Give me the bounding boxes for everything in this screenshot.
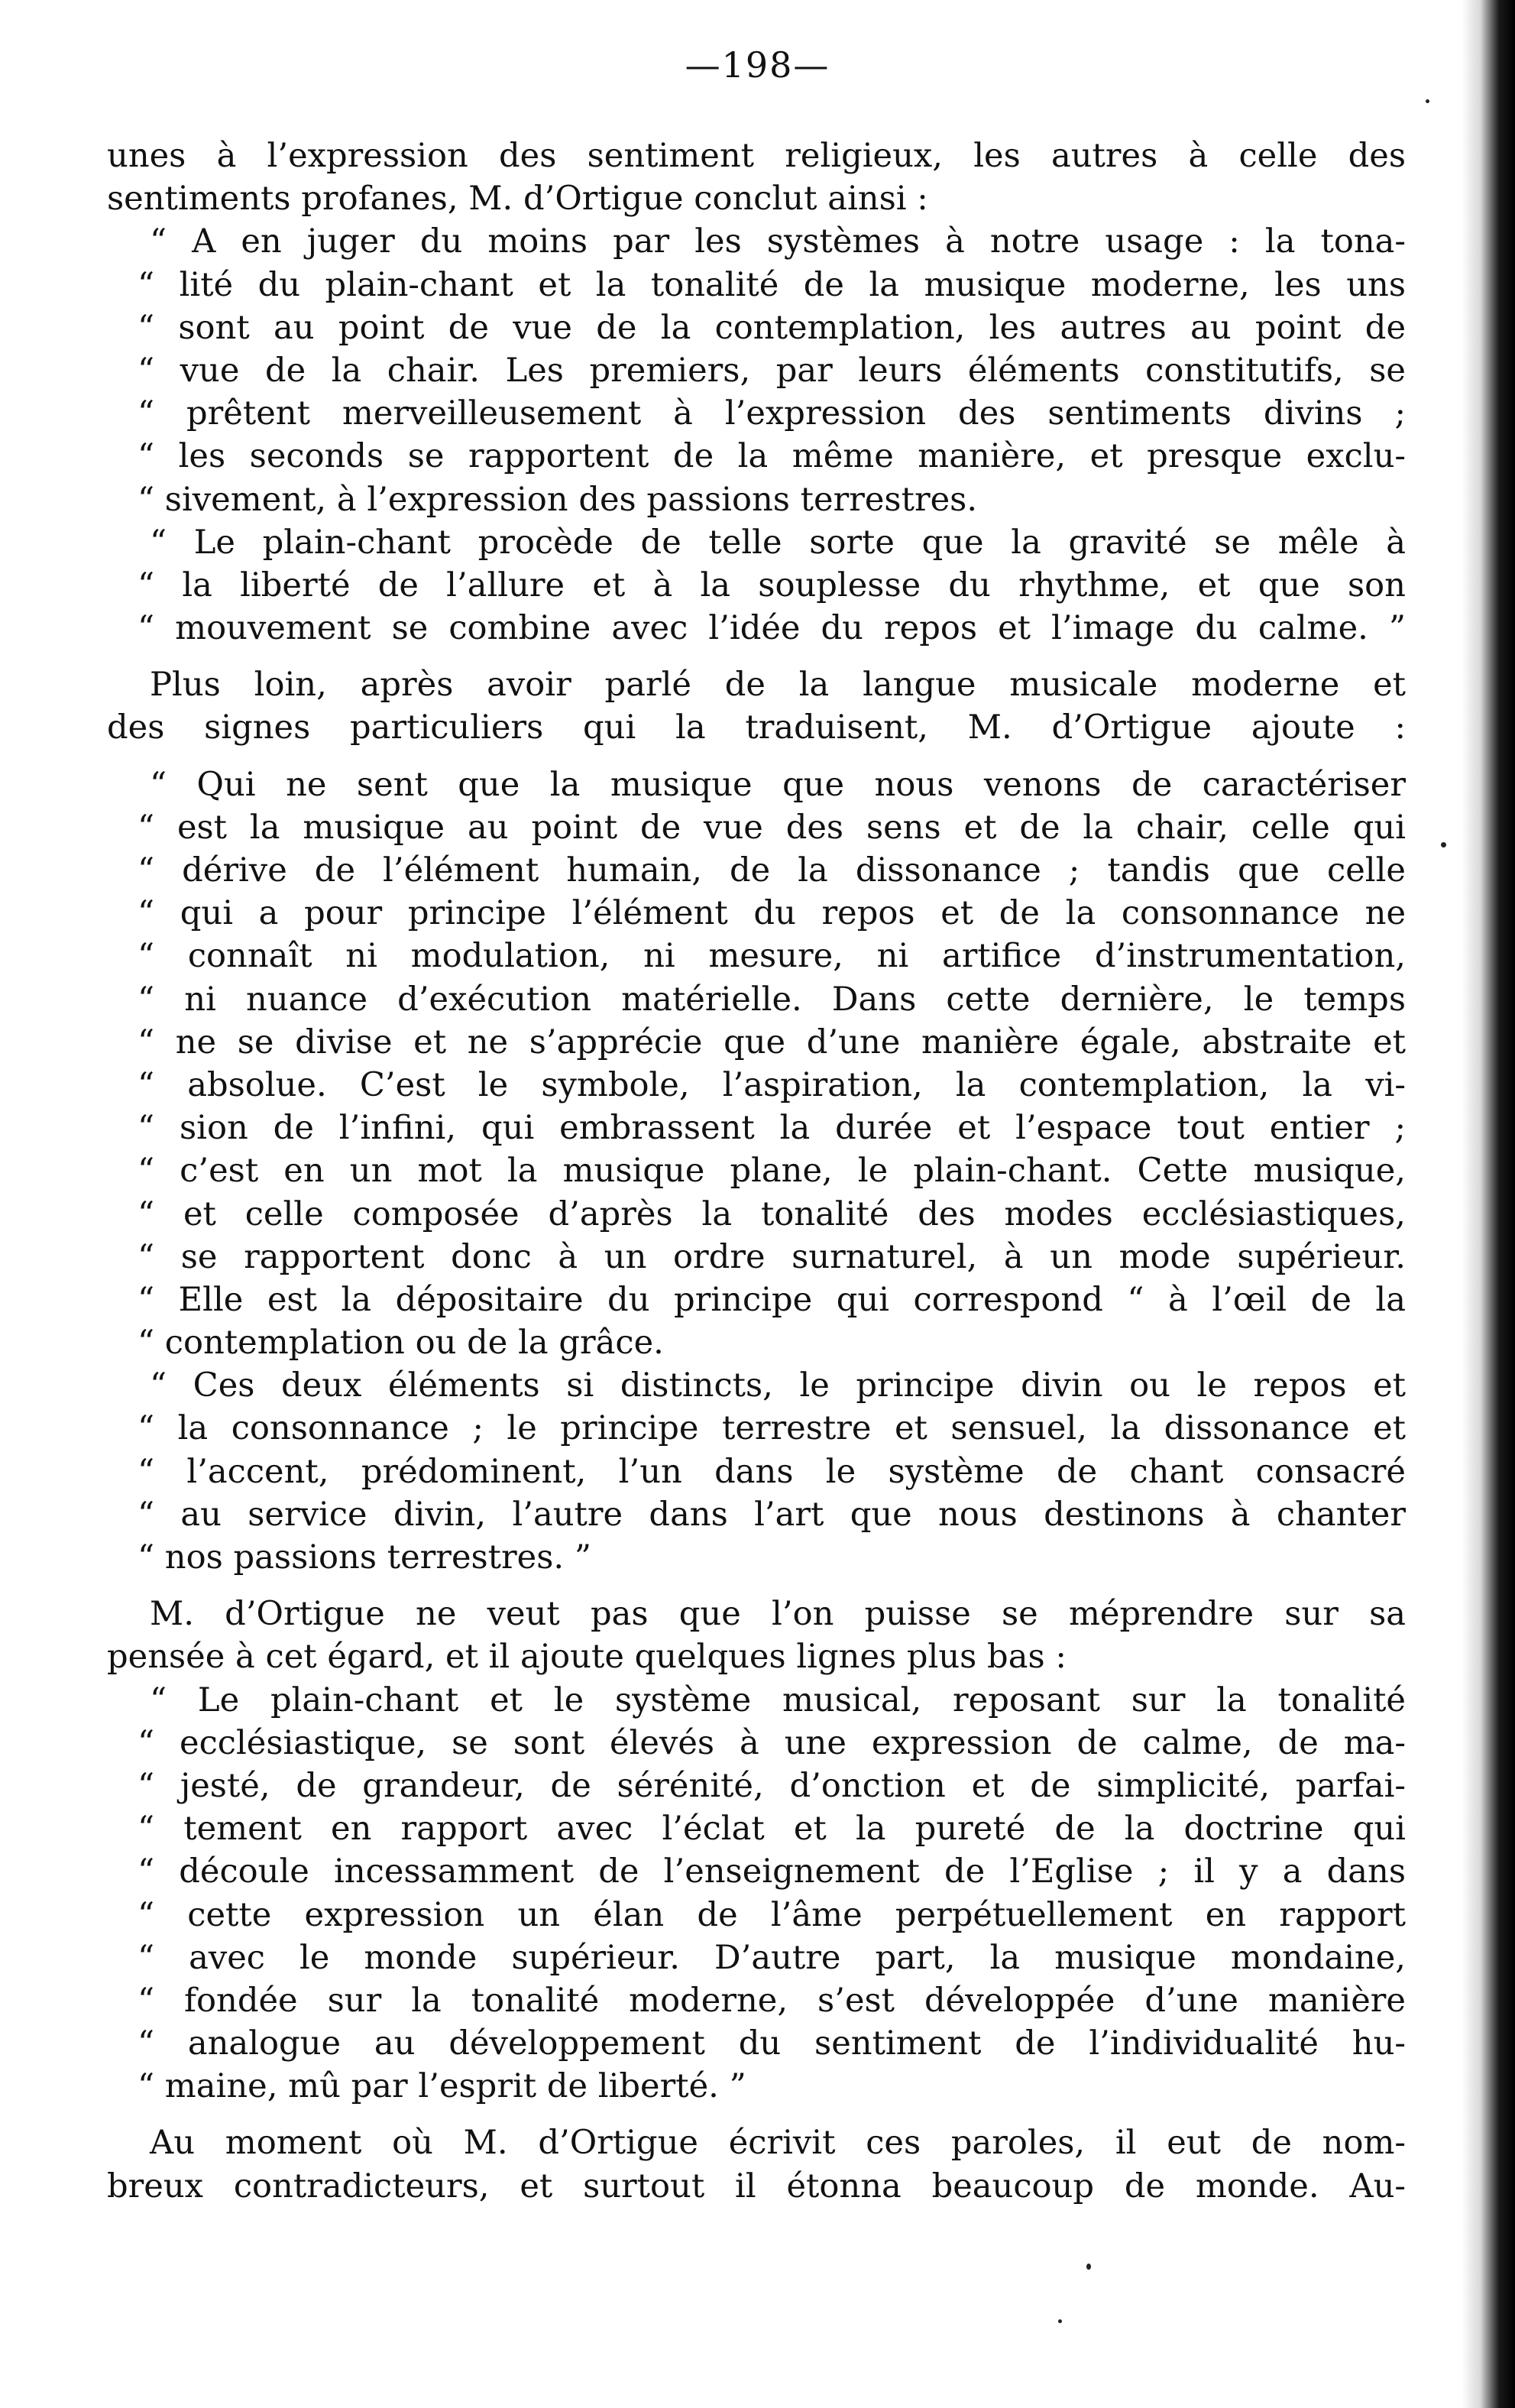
text-line: “ découle incessamment de l’enseignement de l’Eglise ; il y a dans — [138, 1852, 1406, 1891]
text-line: “ jesté, de grandeur, de sérénité, d’onction et de simplicité, parfai- — [138, 1766, 1406, 1805]
text-line: “ qui a pour principe l’élément du repos et de la consonnance ne — [138, 894, 1406, 933]
text-line: “ cette expression un élan de l’âme perpétuellement en rapport — [138, 1895, 1406, 1934]
text-line: “ l’accent, prédominent, l’un dans le système de chant consacré — [138, 1452, 1406, 1491]
text-line: “ sion de l’infini, qui embrassent la durée et l’espace tout entier ; — [138, 1109, 1406, 1148]
text-line: “ maine, mû par l’esprit de liberté. ” — [138, 2067, 746, 2106]
text-line: “ est la musique au point de vue des sens et de la chair, celle qui — [138, 808, 1406, 847]
text-line: “ Le plain-chant et le système musical, reposant sur la tonalité — [150, 1680, 1406, 1719]
text-line: “ prêtent merveilleusement à l’expression des sentiments divins ; — [138, 394, 1406, 433]
text-line: “ absolue. C’est le symbole, l’aspiration, la contemplation, la vi- — [138, 1065, 1406, 1104]
text-line: “ ecclésiastique, se sont élevés à une expression de calme, de ma- — [138, 1723, 1406, 1762]
ink-speck — [1086, 2264, 1091, 2270]
text-line: M. d’Ortigue ne veut pas que l’on puisse se méprendre sur sa — [150, 1595, 1406, 1634]
text-line: Plus loin, après avoir parlé de la langue musicale moderne et — [150, 666, 1406, 705]
text-line: “ fondée sur la tonalité moderne, s’est développée d’une manière — [138, 1981, 1406, 2020]
text-line: “ Ces deux éléments si distincts, le principe divin ou le repos et — [150, 1366, 1406, 1405]
text-line: “ avec le monde supérieur. D’autre part, la musique mondaine, — [138, 1938, 1406, 1977]
text-line: “ ne se divise et ne s’apprécie que d’une manière égale, abstraite et — [138, 1023, 1406, 1061]
text-line: unes à l’expression des sentiment religieux, les autres à celle des — [107, 137, 1406, 175]
text-line: “ c’est en un mot la musique plane, le plain-chant. Cette musique, — [138, 1152, 1406, 1191]
text-line: “ mouvement se combine avec l’idée du repos et l’image du calme. ” — [138, 609, 1406, 648]
text-line: “ dérive de l’élément humain, de la dissonance ; tandis que celle — [138, 851, 1406, 890]
text-line: “ lité du plain-chant et la tonalité de la musique moderne, les uns — [138, 265, 1406, 304]
text-line: “ contemplation ou de la grâce. — [138, 1324, 664, 1363]
text-line: des signes particuliers qui la traduisent, M. d’Ortigue ajoute : — [107, 708, 1406, 747]
text-line: “ analogue au développement du sentiment de l’individualité hu- — [138, 2024, 1406, 2063]
text-line: “ se rapportent donc à un ordre surnaturel, à un mode supérieur. — [138, 1237, 1406, 1276]
text-line: “ la liberté de l’allure et à la souplesse du rhythme, et que son — [138, 566, 1406, 604]
text-line: pensée à cet égard, et il ajoute quelques lignes plus bas : — [107, 1638, 1067, 1677]
text-line: “ Qui ne sent que la musique que nous venons de caractériser — [150, 765, 1406, 804]
text-line: “ nos passions terrestres. ” — [138, 1538, 591, 1577]
text-line: “ et celle composée d’après la tonalité des modes ecclésiastiques, — [138, 1194, 1406, 1233]
text-line: Au moment où M. d’Ortigue écrivit ces paroles, il eut de nom- — [150, 2124, 1406, 2163]
text-line: “ ni nuance d’exécution matérielle. Dans cette dernière, le temps — [138, 980, 1406, 1019]
ink-speck — [1441, 842, 1446, 847]
text-line: sentiments profanes, M. d’Ortigue conclut ainsi : — [107, 180, 928, 219]
text-line: “ la consonnance ; le principe terrestre et sensuel, la dissonance et — [138, 1409, 1406, 1448]
text-line: “ les seconds se rapportent de la même manière, et presque exclu- — [138, 437, 1406, 476]
page-number: —198— — [685, 44, 830, 86]
text-line: “ tement en rapport avec l’éclat et la pureté de la doctrine qui — [138, 1810, 1406, 1849]
text-line: “ Le plain-chant procède de telle sorte que la gravité se mêle à — [150, 523, 1406, 562]
text-line: breux contradicteurs, et surtout il étonna beaucoup de monde. Au- — [107, 2167, 1406, 2205]
body-text — [107, 134, 1406, 2208]
ink-speck — [1426, 99, 1429, 103]
text-line: “ Elle est la dépositaire du principe qui correspond “ à l’œil de la — [138, 1280, 1406, 1319]
text-line: “ au service divin, l’autre dans l’art que nous destinons à chanter — [138, 1495, 1406, 1534]
ink-speck — [1058, 2319, 1062, 2323]
text-line: “ connaît ni modulation, ni mesure, ni artifice d’instrumentation, — [138, 937, 1406, 976]
text-line: “ sont au point de vue de la contemplation, les autres au point de — [138, 308, 1406, 347]
text-line: “ sivement, à l’expression des passions terrestres. — [138, 480, 978, 519]
text-line: “ A en juger du moins par les systèmes à notre usage : la tona- — [150, 222, 1406, 261]
scan-edge-shadow — [1462, 0, 1515, 2408]
text-line: “ vue de la chair. Les premiers, par leurs éléments constitutifs, se — [138, 351, 1406, 390]
